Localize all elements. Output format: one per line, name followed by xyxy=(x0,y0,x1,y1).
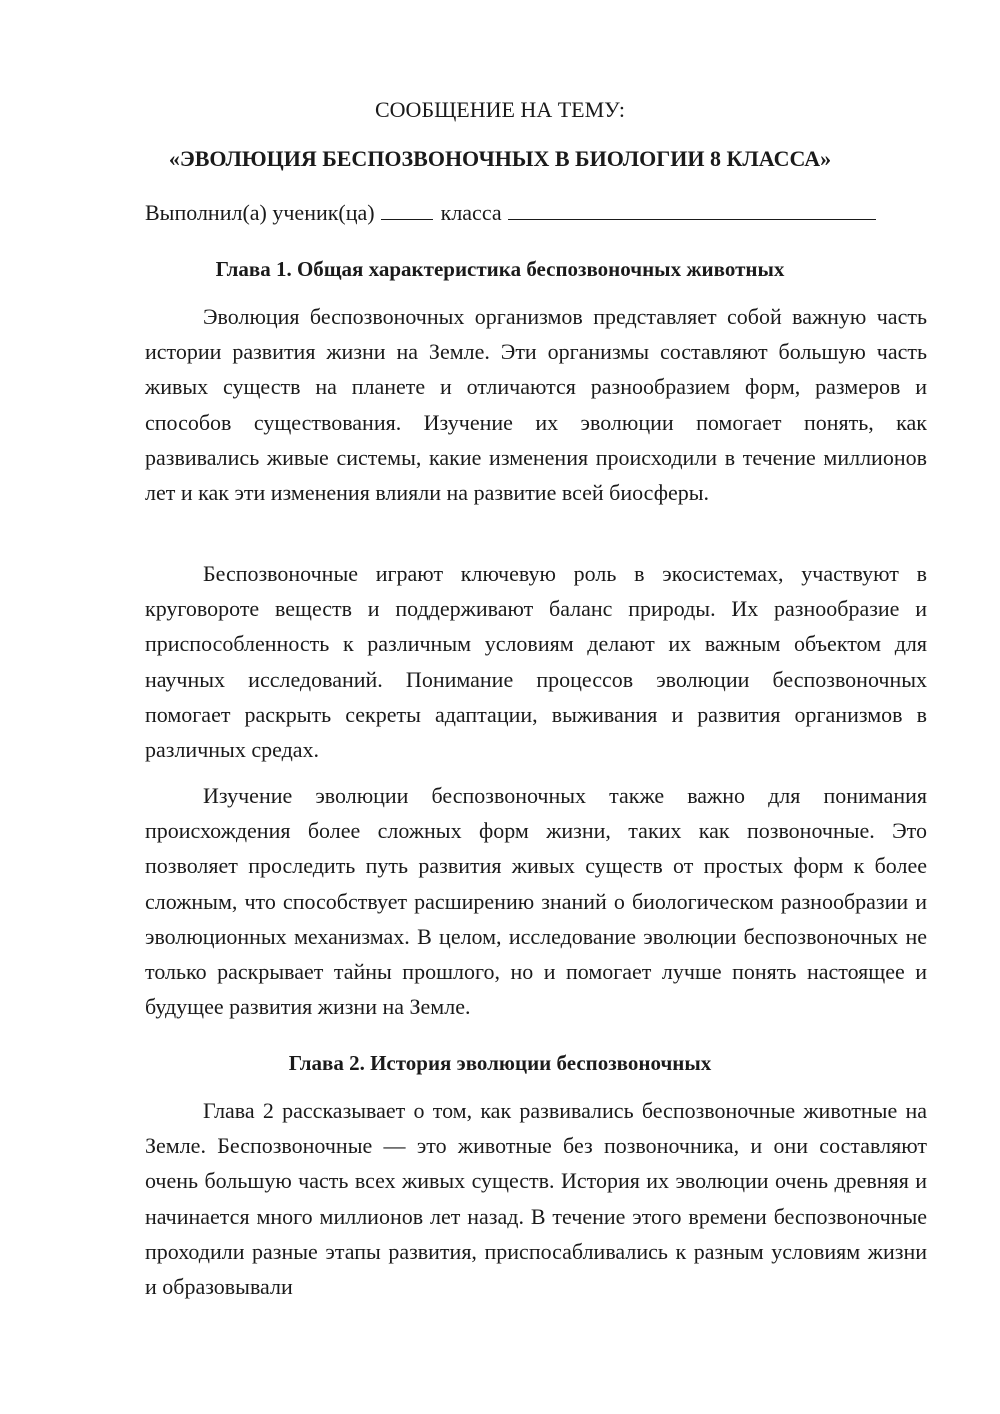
chapter-1-heading: Глава 1. Общая характеристика беспозвоночных животных xyxy=(215,257,785,281)
chapter-1-paragraph-3: Изучение эволюции беспозвоночных также важно для понимания происхождения более сложных форм жизни, таких как позвоночные. Это позволяет проследить путь развития живых существ от простых форм к более сложным, что способствует расширению знаний о биологическом разнообразии и эволюционных механизмах. В целом, исследование эволюции беспозвоночных не только раскрывает тайны прошлого, но и помогает лучше понять настоящее и будущее развития жизни на Земле. xyxy=(145,783,927,1020)
document-topic: «ЭВОЛЮЦИЯ БЕСПОЗВОНОЧНЫХ В БИОЛОГИИ 8 КЛАССА» xyxy=(168,146,832,171)
chapter-2-heading: Глава 2. История эволюции беспозвоночных xyxy=(288,1051,712,1075)
chapter-1-paragraph-2: Беспозвоночные играют ключевую роль в экосистемах, участвуют в круговороте веществ и поддерживают баланс природы. Их разнообразие и приспособленность к различным условиям делают их важным объектом для научных исследований. Понимание процессов эволюции беспозвоночных помогает раскрыть секреты адаптации, выживания и развития организмов в различных средах. xyxy=(145,561,927,763)
chapter-1-paragraph-1: Эволюция беспозвоночных организмов представляет собой важную часть истории развития жизни на Земле. Эти организмы составляют большую часть живых существ на планете и отличаются разнообразием форм, размеров и способов существования. Изучение их эволюции помогает понять, как развивались живые системы, какие изменения происходили в течение миллионов лет и как эти изменения влияли на развитие всей биосферы. xyxy=(145,304,927,506)
class-label: класса xyxy=(440,200,502,225)
student-label: Выполнил(а) ученик(ца) xyxy=(145,200,375,225)
document-title: СООБЩЕНИЕ НА ТЕМУ: xyxy=(375,97,625,122)
chapter-2-paragraph-1: Глава 2 рассказывает о том, как развивались беспозвоночные животные на Земле. Беспозвоночные — это животные без позвоночника, и они составляют очень большую часть всех живых существ. История их эволюции очень древняя и начинается много миллионов лет назад. В течение этого времени беспозвоночные проходили разные этапы развития, приспосабливались к разным условиям жизни и образовывали xyxy=(145,1098,927,1300)
